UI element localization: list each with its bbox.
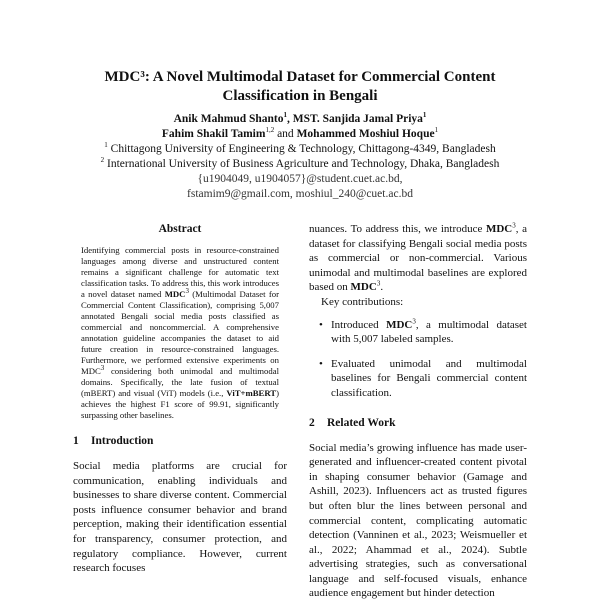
abstract-mdc-sup: 3 [100,364,105,373]
bullet-icon: • [319,318,323,331]
author-sep: , [287,113,293,125]
section-title: Introduction [91,435,154,447]
text-run: Evaluated unimodal and multimodal baselines for Bengali commercial content classification. [331,357,527,399]
bullet-icon: • [319,357,323,370]
abstract-heading: Abstract [158,223,202,235]
author-line-2 [40,127,560,142]
section-number: 1 [73,435,79,447]
text-run: , a multimodal dataset with 5,007 labeled samples. [331,318,527,346]
text-run: nuances. To address this, we introduce [309,223,486,235]
list-item [309,318,527,347]
paper-title [60,68,540,106]
affiliation-2 [40,157,560,172]
title-line-2: Classification in Bengali [222,88,378,104]
mdc-bold: MDC [485,223,513,235]
contributions-list [309,318,527,401]
abstract-mdc-sup: 3 [185,287,189,296]
author-block [40,112,560,202]
author-sup: 1 [434,126,439,135]
abstract-text: (Multimodal Dataset for Commercial Content Classification), comprising 5,007 annotated Bengali social media posts classified as commercial and noncommercial. A comprehensive annotation guideline accompanies the dataset to aid future creation in resource-constrained languages. Furthermore, we performed extensive experiments on MDC [81,289,279,376]
text-run: , a dataset for classifying Bengali social media posts as commercial or non-commercial. Various unimodal and multimodal baselines are explored based on [309,223,527,294]
abstract-text: considering both unimodal and multimodal domains. Specifically, the late fusion of textual (mBERT) and visual (ViT) models (i.e., [81,366,279,398]
text-run: Introduced [331,318,387,331]
list-item [309,357,527,401]
abstract-mdc: MDC [164,289,186,299]
related-text: Social media’s growing influence has made user-generated and influencer-created content pivotal in shaping consumer behavior (Gamage and Ashill, 2023). Influencers act as trusted figures but often blur the lines between personal and commercial content, complicating automatic detection (Vanninen et al., 2023; Weismueller et al., 2022; Ahammad et al., 2024). Subtle advertising strategies, such as conversational language and self-focused visuals, enhance audience engagement but hinder detection [309,441,527,600]
mdc-sup: 3 [512,221,516,230]
author-name: Mohammed Moshiul Hoque [296,128,435,140]
email-line-1: {u1904049, u1904057}@student.cuet.ac.bd, [197,173,403,185]
affil-text: International University of Business Agriculture and Technology, Dhaka, Bangladesh [104,158,500,170]
affil-sup: 1 [104,141,108,150]
abstract-body [81,245,279,421]
author-name: Anik Mahmud Shanto [173,113,284,125]
author-sup: 1 [283,111,288,120]
intro-heading [73,435,287,447]
mdc-bold: MDC [386,318,413,331]
email-line-2: fstamim9@gmail.com, moshiul_240@cuet.ac.bd [187,188,413,200]
affil-text: Chittagong University of Engineering & Technology, Chittagong-4349, Bangladesh [107,143,496,155]
affiliation-1 [40,142,560,157]
mdc-sup: 3 [376,279,381,288]
mdc-bold: MDC [350,281,377,294]
section-number: 2 [309,416,315,429]
right-column [309,222,527,601]
intro-continued [309,222,527,295]
author-and: and [274,128,297,140]
author-name: MST. Sanjida Jamal Priya [292,113,423,125]
abstract-vit: ViT+mBERT [226,388,277,398]
text-run: . [380,281,384,294]
title-line-1: MDC³: A Novel Multimodal Dataset for Commercial Content [104,69,496,85]
author-sup: 1 [422,111,427,120]
mdc-sup: 3 [412,316,416,325]
author-line-1 [40,112,560,127]
abstract-text: ) achieves the highest F1 score of 99.91, significantly surpassing other baselines. [81,388,279,420]
intro-text: Social media platforms are crucial for communication, enabling individuals and businesses to share diverse content. Commercial posts influence consumer behavior and brand perception, making their identification essential for transparency, consumer protection, and regulatory compliance. However, current research focuses [73,460,287,575]
contributions-heading: Key contributions: [321,295,404,308]
affil-sup: 2 [100,156,105,165]
author-sup: 1,2 [265,126,275,135]
left-column [73,223,287,576]
section-title: Related Work [327,416,396,429]
related-heading [309,417,527,429]
author-name: Fahim Shakil Tamim [161,128,266,140]
abstract-text: Identifying commercial posts in resource-constrained languages among diverse and unstructured content remains a significant challenge for automatic text classification tasks. To address this, this work introduces a novel dataset named [81,245,279,299]
